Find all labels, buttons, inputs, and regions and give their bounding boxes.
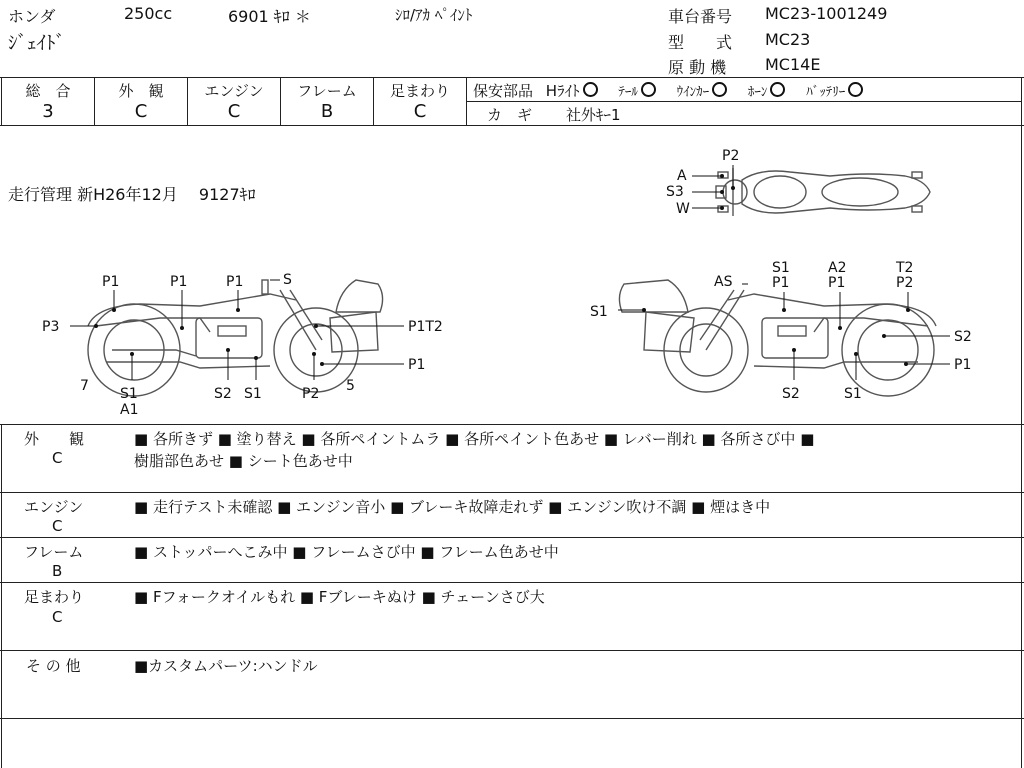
tag-P1T2: P1T2 [408,319,443,335]
grade-frame-label: フレーム [297,82,357,100]
detail-category: 足まわり [24,588,85,606]
tag-S3: S3 [666,184,684,200]
grade-frame-value: B [320,101,334,122]
detail-line: ■ Fフォークオイルもれ ■ Fブレーキぬけ ■ チェーンさび大 [134,588,545,606]
headlight-item: Hﾗｲﾄ [546,82,598,100]
tag-P1: P1 [772,275,790,291]
divider [0,492,1024,493]
tag-A: A [677,168,687,184]
detail-grade: C [52,449,63,467]
safety-parts-label: 保安部品 [473,82,534,100]
tag-P3: P3 [42,319,60,335]
key-label: カ ギ [487,106,533,124]
bike-top-view [666,148,930,217]
detail-category: 外 観 [24,430,85,448]
detail-category: フレーム [24,543,84,561]
tag-P1: P1 [102,274,120,290]
key-value: 社外ｷｰ1 [566,106,621,124]
type-label: 型 式 [668,33,733,52]
chassis-value: MC23-1001249 [765,4,888,23]
divider [0,537,1024,538]
tag-P2: P2 [896,275,914,291]
divider [0,424,1024,425]
tag-W: W [676,201,690,217]
tag-P1: P1 [170,274,188,290]
detail-grade: C [52,517,63,535]
tag-A1: A1 [120,402,139,418]
tag-P1: P1 [828,275,846,291]
safety-parts-row [473,80,863,101]
detail-grade: B [52,562,63,580]
detail-line: ■ 各所きず ■ 塗り替え ■ 各所ペイントムラ ■ 各所ペイント色あせ ■ レバー削れ ■ 各所さび中 ■ [134,430,815,448]
color: ｼﾛ/ｱｶ ﾍﾟｲﾝﾄ [395,6,473,24]
bike-right-view [590,260,972,402]
tag-S1: S1 [772,260,790,276]
grade-engine-value: C [227,101,241,122]
grade-suspension-label: 足まわり [389,82,450,100]
tag-S2: S2 [214,386,232,402]
detail-grade: C [52,608,63,626]
divider [0,77,1024,78]
ok-circle-icon [641,82,656,97]
grade-exterior-label: 外 観 [118,82,164,100]
tag-S1: S1 [844,386,862,402]
detail-category: エンジン [24,498,84,516]
displacement: 250cc [124,4,173,23]
winker-item: ｳｲﾝｶｰ [677,85,728,100]
detail-category: そ の 他 [26,657,81,675]
ok-circle-icon [848,82,863,97]
tag-P2: P2 [722,148,740,164]
chassis-label: 車台番号 [668,7,733,26]
tag-P2: P2 [302,386,320,402]
tag-AS: AS [714,274,733,290]
detail-line: ■ 走行テスト未確認 ■ エンジン音小 ■ ブレーキ故障走れず ■ エンジン吹け不調 ■ 煙はき中 [134,498,771,516]
tag-5: 5 [346,378,355,394]
tag-P1: P1 [226,274,244,290]
divider [0,718,1024,719]
tag-S2: S2 [954,329,972,345]
type-value: MC23 [765,30,811,49]
tag-S: S [283,272,292,288]
divider [0,650,1024,651]
tag-S1: S1 [120,386,138,402]
bike-diagram [0,126,1024,424]
tag-S1: S1 [590,304,608,320]
grade-suspension-value: C [413,101,427,122]
tag-7: 7 [80,378,89,394]
battery-item: ﾊﾞｯﾃﾘｰ [806,85,863,100]
mileage-management: 走行管理 新H26年12月 9127ｷﾛ [8,185,256,204]
tag-P1: P1 [408,357,426,373]
divider [1,424,2,768]
tag-P1: P1 [954,357,972,373]
tag-T2: T2 [896,260,914,276]
grade-overall-label: 総 合 [25,82,71,100]
tag-S1: S1 [244,386,262,402]
safety-row-divider [466,101,1022,102]
bike-left-view [42,272,443,418]
grade-exterior-value: C [134,101,148,122]
divider [0,582,1024,583]
horn-item: ﾎｰﾝ [748,85,786,100]
ok-circle-icon [583,82,598,97]
engine-value: MC14E [765,55,821,74]
tag-S2: S2 [782,386,800,402]
detail-line: ■カスタムパーツ:ハンドル [134,657,318,675]
taillight-item: ﾃｰﾙ [618,85,656,100]
grade-engine-label: エンジン [204,82,264,100]
ok-circle-icon [770,82,785,97]
detail-line: ■ ストッパーへこみ中 ■ フレームさび中 ■ フレーム色あせ中 [134,543,559,561]
grade-overall-value: 3 [42,101,54,122]
tag-A2: A2 [828,260,847,276]
model-name: ｼﾞｪｲﾄﾞ [8,32,66,54]
ok-circle-icon [712,82,727,97]
engine-label: 原 動 機 [668,58,727,77]
mileage-mark: 6901 ｷﾛ ＊ [228,7,311,26]
maker-name: ホンダ [8,7,56,26]
detail-line: 樹脂部色あせ ■ シート色あせ中 [134,452,353,470]
